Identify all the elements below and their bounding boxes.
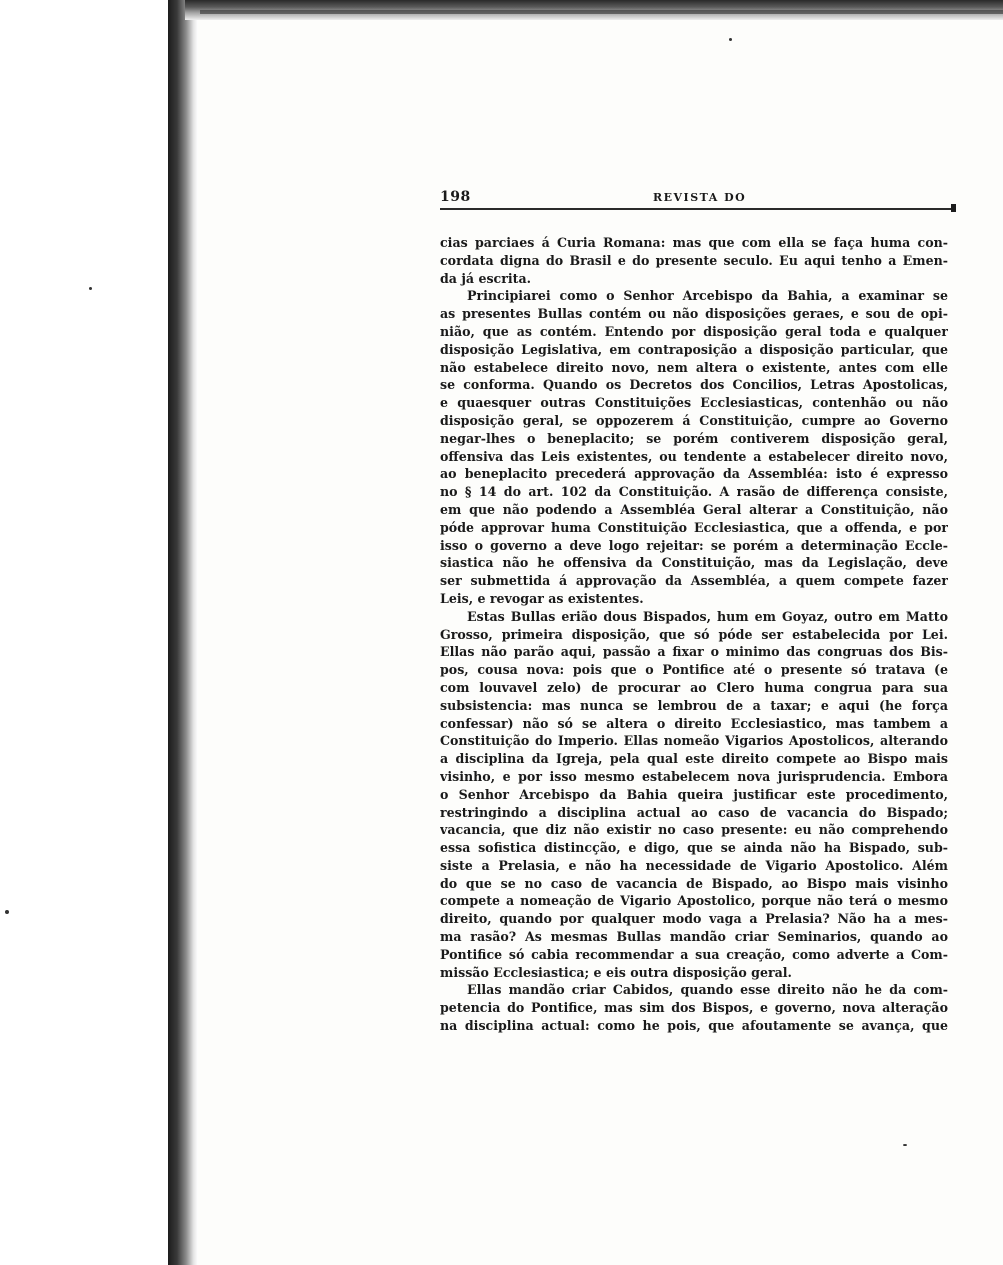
text-line: direito, quando por qualquer modo vaga a Prelasia? Não ha a mes-: [440, 911, 948, 927]
text-line: póde approvar huma Constituição Ecclesiastica, que a offenda, e por: [440, 519, 948, 535]
text-line: disposição Legislativa, em contraposição a disposição particular, que: [440, 341, 948, 357]
text-line: cias parciaes á Curia Romana: mas que com ella se faça huma con-: [440, 235, 948, 250]
text-line: nião, que as contém. Entendo por disposição geral toda e qualquer: [440, 323, 948, 339]
text-line: na disciplina actual: como he pois, que afoutamente se avança, que: [440, 1018, 948, 1034]
page-number: 198: [440, 189, 471, 205]
scan-speck: [89, 287, 92, 290]
text-line: da já escrita.: [440, 270, 532, 286]
scan-speck: [903, 1144, 907, 1146]
text-line: as presentes Bullas contém ou não disposições geraes, e sou de opi-: [440, 306, 948, 322]
text-line: negar-lhes o beneplacito; se porém contiverem disposição geral,: [440, 430, 948, 446]
text-line: não estabelece direito novo, nem altera o existente, antes com elle: [440, 359, 948, 375]
text-line: Ellas mandão criar Cabidos, quando esse direito não he da com-: [467, 982, 948, 998]
text-line: Estas Bullas erião dous Bispados, hum em Goyaz, outro em Matto: [467, 608, 948, 624]
text-line: Ellas não parão aqui, passão a fixar o minimo das congruas dos Bis-: [440, 644, 948, 660]
text-line: Leis, e revogar as existentes.: [440, 590, 644, 606]
text-line: visinho, e por isso mesmo estabelecem nova jurisprudencia. Embora: [440, 768, 948, 784]
header-rule-mark: [951, 204, 956, 212]
text-line: em que não podendo a Assembléa Geral alterar a Constituição, não: [440, 501, 948, 517]
text-line: missão Ecclesiastica; e eis outra disposição geral.: [440, 964, 792, 980]
text-line: o Senhor Arcebispo da Bahia queira justificar este procedimento,: [440, 786, 948, 802]
book-spine-shadow: [168, 0, 198, 1265]
text-line: Grosso, primeira disposição, que só póde ser estabelecida por Lei.: [440, 626, 948, 642]
text-line: com louvavel zelo) de procurar ao Clero huma congrua para sua: [440, 679, 948, 695]
facing-page-margin: [0, 0, 195, 1265]
text-line: compete a nomeação de Vigario Apostolico, porque não terá o mesmo: [440, 893, 948, 909]
text-line: disposição geral, se oppozerem á Constituição, cumpre ao Governo: [440, 412, 948, 428]
text-line: confessar) não só se altera o direito Ecclesiastico, mas tambem a: [440, 715, 948, 731]
text-line: se conforma. Quando os Decretos dos Concilios, Letras Apostolicas,: [440, 377, 948, 393]
page-top-edge-line: [200, 10, 1003, 14]
text-line: offensiva das Leis existentes, ou tendente a estabelecer direito novo,: [440, 448, 948, 464]
text-line: isso o governo a deve logo rejeitar: se porém a determinação Eccle-: [440, 537, 948, 553]
text-line: petencia do Pontifice, mas sim dos Bispos, e governo, nova alteração: [440, 1000, 948, 1016]
text-line: ser submettida á approvação da Assembléa, a quem compete fazer: [440, 573, 948, 589]
text-line: siste a Prelasia, e não ha necessidade de Vigario Apostolico. Além: [440, 857, 948, 873]
text-line: Pontifice só cabia recommendar a sua creação, como adverte a Com-: [440, 946, 948, 962]
text-line: no § 14 do art. 102 da Constituição. A rasão de differença consiste,: [440, 484, 948, 500]
header-rule: [440, 208, 952, 210]
text-line: Constituição do Imperio. Ellas nomeão Vigarios Apostolicos, alterando: [440, 733, 948, 749]
scan-speck: [729, 38, 732, 41]
text-line: restringindo a disciplina actual ao caso de vacancia do Bispado;: [440, 804, 948, 820]
text-line: ao beneplacito precederá approvação da Assembléa: isto é expresso: [440, 466, 948, 482]
running-head: REVISTA DO: [653, 191, 747, 204]
text-line: a disciplina da Igreja, pela qual este direito compete ao Bispo mais: [440, 751, 948, 767]
text-line: e quaesquer outras Constituições Ecclesiasticas, contenhão ou não: [440, 395, 948, 411]
text-line: vacancia, que diz não existir no caso presente: eu não comprehendo: [440, 822, 948, 838]
text-line: do que se no caso de vacancia de Bispado, ao Bispo mais visinho: [440, 875, 948, 891]
text-line: ma rasão? As mesmas Bullas mandão criar Seminarios, quando ao: [440, 929, 948, 945]
text-line: siastica não he offensiva da Constituição, mas da Legislação, deve: [440, 555, 948, 571]
body-text: [440, 234, 948, 1035]
text-line: Principiarei como o Senhor Arcebispo da Bahia, a examinar se: [467, 288, 948, 304]
text-line: pos, cousa nova: pois que o Pontifice até o presente só tratava (e: [440, 662, 948, 678]
text-line: essa sofistica distincção, e digo, que se ainda não ha Bispado, sub-: [440, 840, 948, 856]
text-line: subsistencia: mas nunca se lembrou de a taxar; e aqui (he força: [440, 697, 948, 713]
text-line: cordata digna do Brasil e do presente seculo. Eu aqui tenho a Emen-: [440, 252, 948, 268]
scan-speck: [5, 910, 9, 914]
